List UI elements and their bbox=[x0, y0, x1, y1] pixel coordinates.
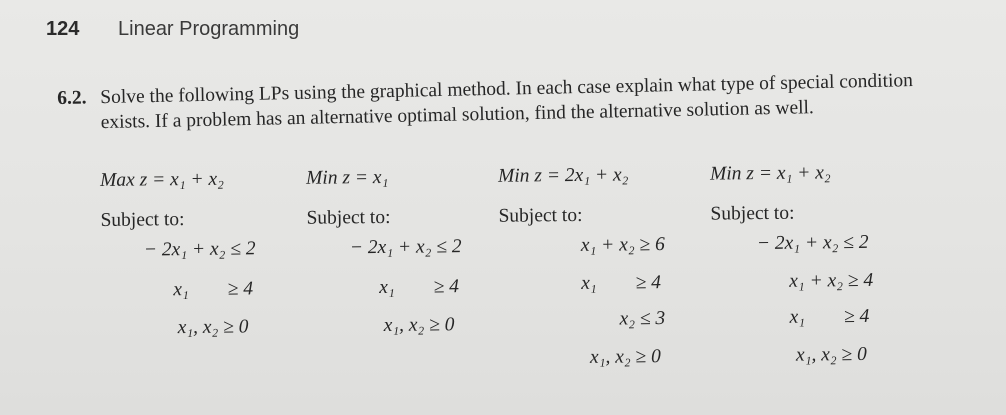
lp-1-constraint-3: x₁, x₂ ≥ 0 bbox=[177, 316, 249, 339]
lp-4-constraint-1: − 2x₁ + x₂ ≤ 2 bbox=[756, 231, 869, 255]
lp-4-constraint-2: x₁ + x₂ ≥ 4 bbox=[789, 269, 874, 292]
lp-4-objective: Min z = x₁ + x₂ bbox=[709, 162, 831, 185]
lp-4-subject-to: Subject to: bbox=[710, 202, 795, 225]
lp-3-constraint-4: x₁, x₂ ≥ 0 bbox=[589, 346, 661, 368]
problem-text: Solve the following LPs using the graphical method. In each case explain what type of special condition exists. If a problem has an alternative optimal solution, find the alternative solution as well. bbox=[100, 70, 914, 134]
lp-3-objective: Min z = 2x₁ + x₂ bbox=[497, 164, 629, 187]
chapter-title: Linear Programming bbox=[118, 18, 300, 40]
lp-3-constraint-3: x₂ ≤ 3 bbox=[619, 308, 666, 330]
lp-1-constraint-1: − 2x₁ + x₂ ≤ 2 bbox=[143, 238, 256, 261]
page-number: 124 bbox=[46, 18, 80, 40]
lp-3-subject-to: Subject to: bbox=[498, 204, 583, 227]
lp-columns bbox=[96, 161, 918, 400]
lp-3-constraint-2: x₁ ≥ 4 bbox=[581, 272, 662, 294]
lp-1-subject-to: Subject to: bbox=[100, 209, 185, 231]
lp-2 bbox=[304, 166, 504, 336]
lp-4-constraint-4: x₁, x₂ ≥ 0 bbox=[795, 343, 867, 366]
lp-1-objective: Max z = x₁ + x₂ bbox=[99, 168, 225, 191]
lp-1-constraint-2: x₁ ≥ 4 bbox=[173, 278, 254, 301]
lp-2-constraint-2: x₁ ≥ 4 bbox=[379, 276, 460, 299]
page-header bbox=[46, 18, 300, 41]
lp-4-constraint-3: x₁ ≥ 4 bbox=[789, 305, 870, 328]
lp-2-constraint-3: x₁, x₂ ≥ 0 bbox=[383, 314, 455, 336]
lp-2-subject-to: Subject to: bbox=[306, 206, 391, 229]
problem-statement bbox=[57, 68, 928, 136]
lp-2-constraint-1: − 2x₁ + x₂ ≤ 2 bbox=[349, 236, 462, 259]
problem-label: 6.2. bbox=[57, 87, 87, 109]
lp-2-objective: Min z = x₁ bbox=[305, 166, 389, 189]
lp-3 bbox=[497, 164, 698, 368]
lp-3-constraint-1: x₁ + x₂ ≥ 6 bbox=[580, 234, 665, 256]
lp-4 bbox=[709, 161, 910, 366]
lp-1 bbox=[96, 168, 296, 339]
